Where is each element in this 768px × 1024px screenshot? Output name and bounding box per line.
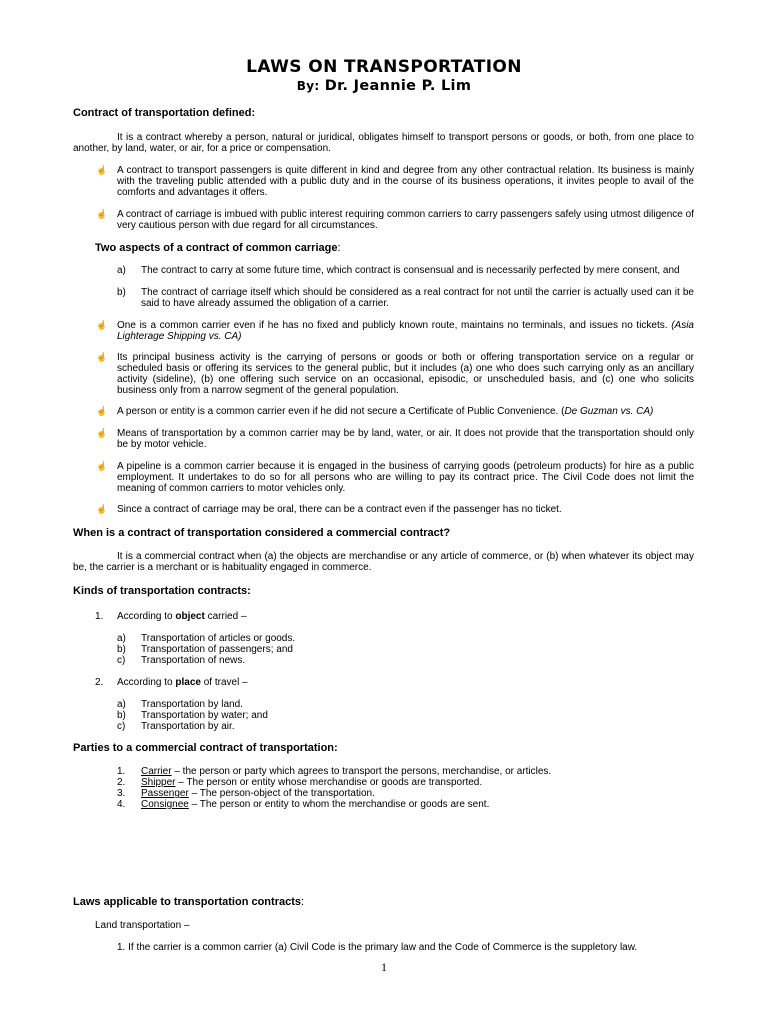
laws-subheading: Land transportation – (95, 920, 190, 931)
pointing-hand-icon: ☝ (96, 406, 108, 416)
bullet-paragraph: A contract of carriage is imbued with public interest requiring common carriers to carry passengers safely using utmost diligence of very cautious person with due regard for all circumstances. (117, 209, 694, 231)
bullet-text: A person or entity is a common carrier even if he did not secure a Certificate of Public Convenience. ( (117, 406, 565, 417)
two-aspects-heading-colon: : (337, 242, 341, 254)
section-heading-commercial: When is a contract of transportation considered a commercial contract? (73, 527, 451, 539)
party-definition: – the person or party which agrees to transport the persons, merchandise, or articles. (171, 766, 552, 777)
list-label: c) (117, 721, 126, 732)
kind-key: place (175, 677, 201, 688)
pointing-hand-icon: ☝ (96, 461, 108, 471)
party-term: Passenger (141, 788, 189, 799)
list-number: 2. (95, 677, 104, 688)
list-label: c) (117, 655, 126, 666)
list-number: 3. (117, 788, 126, 799)
kind-group-title (117, 611, 247, 622)
case-citation: De Guzman vs. CA) (564, 406, 654, 417)
bullet-paragraph: Its principal business activity is the carrying of persons or goods or both or offering transportation service on a regular or scheduled basis or offering its services to the general public, but it includes (a) one who does such carrying only as an ancillary activity (sideline), (b) one offering such service on an occasional, episodic, or unscheduled basis, and (c) one who solicits business only from a narrow segment of the general population. (117, 352, 694, 396)
list-label: b) (117, 287, 126, 298)
party-definition: – The person-object of the transportation. (188, 788, 375, 799)
party-term: Carrier (141, 766, 172, 777)
section-heading-two-aspects (95, 242, 341, 255)
list-number: 1. (117, 766, 126, 777)
list-item-text: Transportation by air. (141, 721, 235, 732)
list-label: a) (117, 265, 126, 276)
kind-group-title (117, 677, 248, 688)
list-label: a) (117, 633, 126, 644)
laws-item: 1. If the carrier is a common carrier (a) Civil Code is the primary law and the Code of Commerce is the suppletory law. (117, 942, 638, 953)
bullet-paragraph: Means of transportation by a common carrier may be by land, water, or air. It does not provide that the transportation should only be by motor vehicle. (117, 428, 694, 450)
bullet-paragraph (117, 320, 694, 342)
pointing-hand-icon: ☝ (96, 504, 108, 514)
party-item (141, 777, 482, 788)
pointing-hand-icon: ☝ (96, 320, 108, 330)
commercial-paragraph: It is a commercial contract when (a) the objects are merchandise or any article of commerce, or (b) when whatever its object may be, the carrier is a merchant or is habituality engaged in commerce. (73, 551, 694, 573)
list-item-text: The contract of carriage itself which should be considered as a real contract for not until the carrier is actually used can it be said to have already assumed the obligation of a carrier. (141, 287, 694, 309)
bullet-paragraph (117, 406, 694, 417)
laws-heading-text: Laws applicable to transportation contracts (73, 896, 301, 908)
bullet-paragraph: Since a contract of carriage may be oral, there can be a contract even if the passenger has no ticket. (117, 504, 562, 515)
list-item-text: Transportation by water; and (141, 710, 268, 721)
kind-key: object (175, 611, 205, 622)
pointing-hand-icon: ☝ (96, 352, 108, 362)
definition-paragraph: It is a contract whereby a person, natural or juridical, obligates himself to transport persons or goods, or both, from one place to another, by land, water, or air, for a price or compensation. (73, 132, 694, 154)
party-item (141, 799, 489, 810)
kind-suffix: carried – (204, 611, 247, 622)
list-item-text: Transportation by land. (141, 699, 243, 710)
section-heading-laws (73, 896, 304, 909)
section-heading-defined: Contract of transportation defined: (73, 107, 256, 119)
list-number: 4. (117, 799, 126, 810)
author-byline (0, 77, 768, 95)
list-label: a) (117, 699, 126, 710)
pointing-hand-icon: ☝ (96, 209, 108, 219)
pointing-hand-icon: ☝ (96, 165, 108, 175)
list-item-text: Transportation of news. (141, 655, 246, 666)
party-definition: – The person or entity whose merchandise or goods are transported. (175, 777, 483, 788)
document-title: LAWS ON TRANSPORTATION (246, 57, 522, 77)
bullet-paragraph: A pipeline is a common carrier because it is engaged in the business of carrying goods (petroleum products) for hire as a public employment. It undertakes to do so for all persons who are willing to pay its contract price. The Civil Code does not limit the meaning of common carriers to motor vehicles only. (117, 461, 694, 494)
case-citation: (Asia Lighterage Shipping vs. CA) (117, 320, 694, 342)
two-aspects-heading-text: Two aspects of a contract of common carriage (95, 242, 338, 254)
list-label: b) (117, 710, 126, 721)
party-item (141, 788, 375, 799)
kind-prefix: According to (117, 611, 176, 622)
byline-prefix: By: (296, 79, 320, 93)
list-item-text: Transportation of articles or goods. (141, 633, 296, 644)
section-heading-parties: Parties to a commercial contract of transportation: (73, 742, 338, 754)
section-heading-kinds: Kinds of transportation contracts: (73, 585, 251, 597)
kind-prefix: According to (117, 677, 176, 688)
list-label: b) (117, 644, 126, 655)
list-number: 1. (95, 611, 104, 622)
bullet-paragraph: A contract to transport passengers is quite different in kind and degree from any other contractual relation. Its business is mainly with the traveling public attended with a public duty and in the course of its business operations, it invites people to avail of the comforts and advantages it offers. (117, 165, 694, 198)
list-item-text: Transportation of passengers; and (141, 644, 293, 655)
party-term: Consignee (141, 799, 189, 810)
list-item-text: The contract to carry at some future time, which contract is consensual and is necessarily perfected by mere consent, and (141, 265, 680, 276)
party-term: Shipper (141, 777, 176, 788)
party-definition: – The person or entity to whom the merchandise or goods are sent. (188, 799, 490, 810)
pointing-hand-icon: ☝ (96, 428, 108, 438)
kind-suffix: of travel – (200, 677, 248, 688)
author-name: Dr. Jeannie P. Lim (324, 78, 472, 94)
list-number: 2. (117, 777, 126, 788)
page-number: 1 (381, 960, 387, 974)
party-item (141, 766, 551, 777)
bullet-text: One is a common carrier even if he has no fixed and publicly known route, maintains no terminals, and issues no tickets. (117, 320, 672, 331)
laws-heading-colon: : (301, 896, 305, 908)
